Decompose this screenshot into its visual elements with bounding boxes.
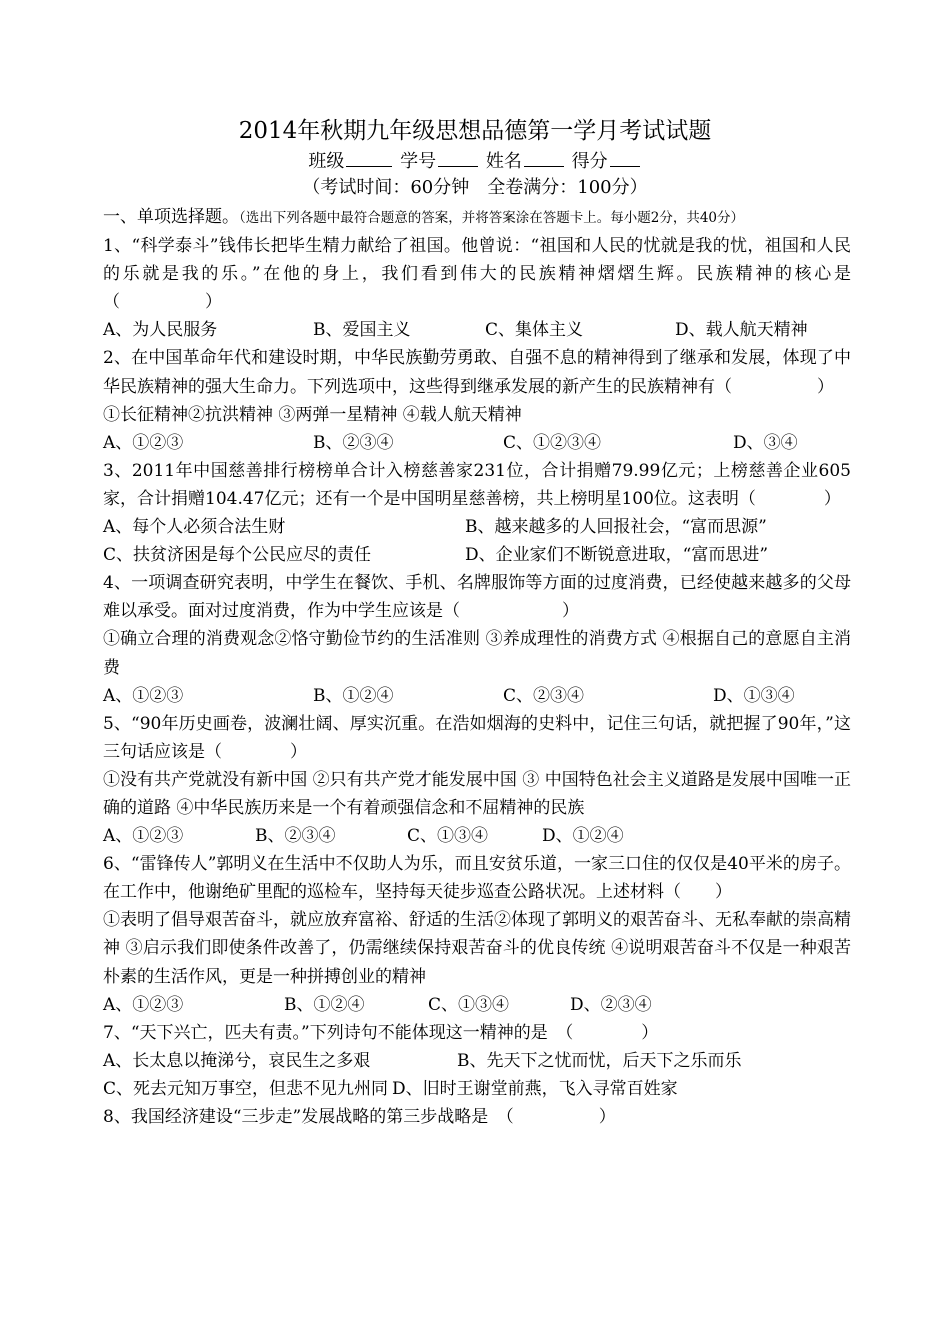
option-c: C、①②③④ xyxy=(503,432,602,453)
option-d: D、企业家们不断锐意进取，“富而思进” xyxy=(465,545,769,566)
option-b: B、先天下之忧而忧，后天下之乐而乐 xyxy=(457,1050,742,1071)
student-info-line xyxy=(0,148,950,175)
question-3-options-row-2 xyxy=(103,541,851,569)
option-d: D、①③④ xyxy=(713,685,795,706)
section-heading xyxy=(103,203,851,232)
question-3-options-row-1 xyxy=(103,513,851,541)
question-7-stem: 7、“天下兴亡，匹夫有责。”下列诗句不能体现这一精神的是 （ ） xyxy=(103,1022,659,1043)
option-d: D、③④ xyxy=(733,432,798,453)
option-a: A、为人民服务 xyxy=(103,320,218,341)
question-7-options-row-2 xyxy=(103,1075,851,1103)
option-b: B、①②④ xyxy=(284,994,365,1015)
question-2-items: ①长征精神②抗洪精神 ③两弹一星精神 ④载人航天精神 xyxy=(103,404,522,425)
question-5-stem: 5、“90年历史画卷，波澜壮阔、厚实沉重。在浩如烟海的史料中，记住三句话，就把握了90年，”这三句话应该是（ ） xyxy=(103,713,851,762)
section-title: 一、单项选择题。 xyxy=(103,207,239,227)
option-a: A、①②③ xyxy=(103,685,184,706)
question-1-options xyxy=(103,316,851,344)
option-c: C、扶贫济困是每个公民应尽的责任 xyxy=(103,545,372,566)
exam-meta: （考试时间：60分钟 全卷满分：100分） xyxy=(302,177,648,198)
question-6-items: ①表明了倡导艰苦奋斗，就应放弃富裕、舒适的生活②体现了郭明义的艰苦奋斗、无私奉献的崇高精神 ③启示我们即使条件改善了，仍需继续保持艰苦奋斗的优良传统 ④说明艰苦奋斗不仅是一种艰苦朴素的生活作风，更是一种拼搏创业的精神 xyxy=(103,910,851,987)
option-b: B、②③④ xyxy=(313,432,394,453)
name-label: 姓名 xyxy=(485,151,522,172)
option-b: B、爱国主义 xyxy=(313,320,411,341)
question-3-stem: 3、2011年中国慈善排行榜榜单合计入榜慈善家231位，合计捐赠79.99亿元；上榜慈善企业605家，合计捐赠104.47亿元；还有一个是中国明星慈善榜，共上榜明星100位。这表明（ ） xyxy=(103,460,851,509)
student-number-blank xyxy=(438,148,478,167)
question-2-options xyxy=(103,429,851,457)
option-c: C、①③④ xyxy=(428,994,510,1015)
question-4-items: ①确立合理的消费观念②恪守勤俭节约的生活准则 ③养成理性的消费方式 ④根据自己的意愿自主消费 xyxy=(103,629,851,678)
option-a: A、①②③ xyxy=(103,432,184,453)
question-5-options xyxy=(103,822,851,850)
option-c: C、②③④ xyxy=(503,685,585,706)
option-a: A、①②③ xyxy=(103,826,184,847)
question-4-stem: 4、一项调查研究表明，中学生在餐饮、手机、名牌服饰等方面的过度消费，已经使越来越多的父母难以承受。面对过度消费，作为中学生应该是（ ） xyxy=(103,573,851,622)
score-blank xyxy=(610,148,640,167)
option-d: D、载人航天精神 xyxy=(675,320,808,341)
question-7-options-row-1 xyxy=(103,1047,851,1075)
class-blank xyxy=(346,148,392,167)
class-label: 班级 xyxy=(308,151,345,172)
question-5-items: ①没有共产党就没有新中国 ②只有共产党才能发展中国 ③ 中国特色社会主义道路是发展中国唯一正确的道路 ④中华民族历来是一个有着顽强信念和不屈精神的民族 xyxy=(103,769,851,818)
exam-title: 2014年秋期九年级思想品德第一学月考试试题 xyxy=(238,118,712,144)
option-d: D、旧时王谢堂前燕，飞入寻常百姓家 xyxy=(392,1078,678,1099)
option-b: B、①②④ xyxy=(313,685,394,706)
question-1-stem: 1、“科学泰斗”钱伟长把毕生精力献给了祖国。他曾说：“祖国和人民的忧就是我的忧，祖国和人民的乐就是我的乐。”在他的身上，我们看到伟大的民族精神熠熠生辉。民族精神的核心是（ ） xyxy=(103,236,851,313)
question-2-stem: 2、在中国革命年代和建设时期，中华民族勤劳勇敢、自强不息的精神得到了继承和发展，体现了中华民族精神的强大生命力。下列选项中，这些得到继承发展的新产生的民族精神有（ ） xyxy=(103,348,851,397)
option-c: C、①③④ xyxy=(407,826,489,847)
exam-content xyxy=(103,203,851,1131)
option-c: C、死去元知万事空，但悲不见九州同 xyxy=(103,1078,389,1099)
option-a: A、长太息以掩涕兮，哀民生之多艰 xyxy=(103,1050,371,1071)
question-6-stem: 6、“雷锋传人”郭明义在生活中不仅助人为乐，而且安贫乐道，一家三口住的仅仅是40平米的房子。在工作中，他谢绝矿里配的巡检车，坚持每天徒步巡查公路状况。上述材料（ ） xyxy=(103,854,851,903)
question-4-options xyxy=(103,682,851,710)
option-a: A、每个人必须合法生财 xyxy=(103,517,286,538)
question-8-stem: 8、我国经济建设“三步走”发展战略的第三步战略是 （ ） xyxy=(103,1107,616,1127)
option-d: D、②③④ xyxy=(570,994,652,1015)
option-c: C、集体主义 xyxy=(485,320,584,341)
option-b: B、越来越多的人回报社会，“富而思源” xyxy=(465,517,767,538)
option-a: A、①②③ xyxy=(103,994,184,1015)
score-label: 得分 xyxy=(571,151,608,172)
option-b: B、②③④ xyxy=(255,826,336,847)
question-6-options xyxy=(103,991,851,1019)
option-d: D、①②④ xyxy=(542,826,624,847)
name-blank xyxy=(524,148,564,167)
section-note: （选出下列各题中最符合题意的答案，并将答案涂在答题卡上。每小题2分，共40分） xyxy=(239,210,745,226)
student-number-label: 学号 xyxy=(400,151,437,172)
